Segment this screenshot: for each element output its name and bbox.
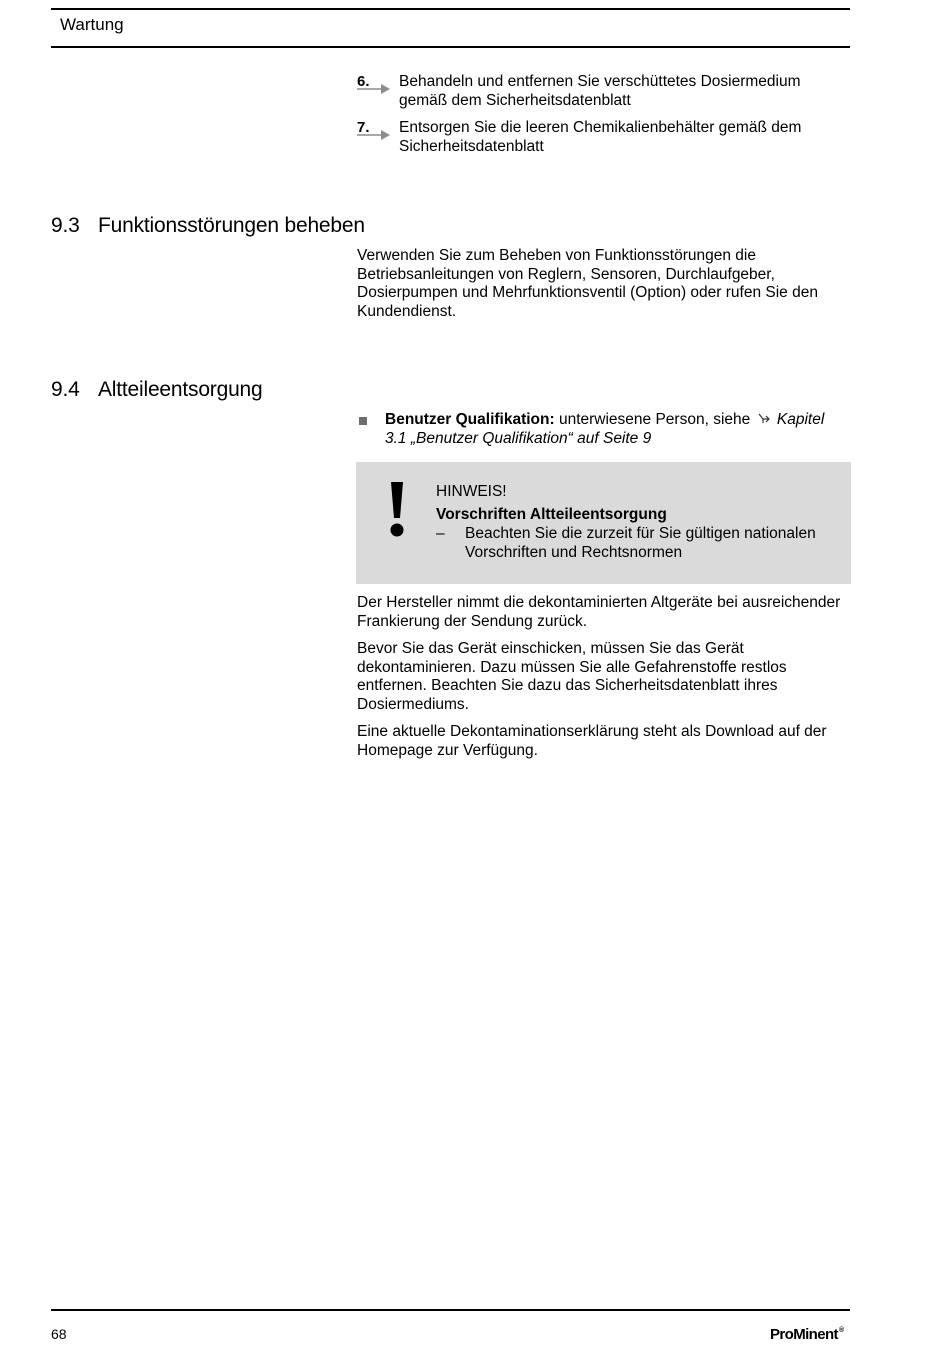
step-list: [357, 73, 850, 165]
step-number: 7.: [357, 119, 370, 136]
footer-rule: [51, 1309, 850, 1311]
brand-name: ProMinent: [770, 1326, 838, 1343]
notice-header: [436, 480, 667, 526]
paragraph: Bevor Sie das Gerät einschicken, müssen Sie das Gerät dekontaminieren. Dazu müssen Sie alle Gefahrenstoffe restlos entfernen. Beachten Sie dazu das Sicherheitsdatenblatt ihres Dosiermediums.: [357, 640, 787, 713]
exclamation-icon: [388, 482, 406, 538]
notice-item-text: Beachten Sie die zurzeit für Sie gültigen nationalen Vorschriften und Rechtsnormen: [465, 525, 816, 561]
qualification-text: unterwiesene Person, siehe: [558, 411, 751, 428]
square-bullet-icon: [359, 417, 367, 425]
notice-label: HINWEIS!: [436, 483, 507, 500]
section-heading-9-3: [51, 214, 365, 238]
dash-bullet: –: [436, 525, 445, 542]
step-item: [357, 73, 850, 110]
notice-box: [356, 462, 851, 584]
step-text: Entsorgen Sie die leeren Chemikalienbehälter gemäß dem Sicherheitsdatenblatt: [399, 119, 802, 155]
page-number: 68: [51, 1326, 67, 1342]
notice-item: [436, 525, 846, 562]
section-title: Funktionsstörungen beheben: [98, 214, 365, 237]
section-number: 9.3: [51, 214, 80, 237]
step-item: [357, 119, 850, 156]
section-9-4-body: [357, 594, 853, 769]
notice-heading: Vorschriften Altteileentsorgung: [436, 506, 667, 523]
cross-reference-icon: [757, 411, 771, 425]
section-9-3-body: [357, 247, 853, 330]
qualification-bullet: [357, 411, 850, 448]
qualification-label: Benutzer Qualifikation:: [385, 411, 555, 428]
paragraph: Verwenden Sie zum Beheben von Funktionsstörungen die Betriebsanleitungen von Reglern, Sensoren, Durchlaufgeber, Dosierpumpen und Mehrfunktionsventil (Option) oder rufen Sie den Kundendienst.: [357, 247, 818, 320]
brand-logo: [770, 1326, 844, 1343]
header-rule: [51, 46, 850, 48]
paragraph: Eine aktuelle Dekontaminationserklärung steht als Download auf der Homepage zur Verfügung.: [357, 723, 827, 759]
chapter-header: Wartung: [60, 15, 124, 34]
registered-mark: ®: [838, 1327, 844, 1334]
section-heading-9-4: [51, 378, 263, 402]
top-rule: [51, 8, 850, 10]
step-number: 6.: [357, 73, 370, 90]
step-arrow-icon: [357, 83, 391, 95]
section-title: Altteileentsorgung: [98, 378, 263, 401]
paragraph: Der Hersteller nimmt die dekontaminierten Altgeräte bei ausreichender Frankierung der Sendung zurück.: [357, 594, 841, 630]
step-arrow-icon: [357, 129, 391, 141]
section-number: 9.4: [51, 378, 80, 401]
step-text: Behandeln und entfernen Sie verschüttetes Dosiermedium gemäß dem Sicherheitsdatenblatt: [399, 73, 801, 109]
chapter-link[interactable]: Kapitel 3.1 „Benutzer Qualifikation“ auf Seite 9: [385, 411, 825, 447]
